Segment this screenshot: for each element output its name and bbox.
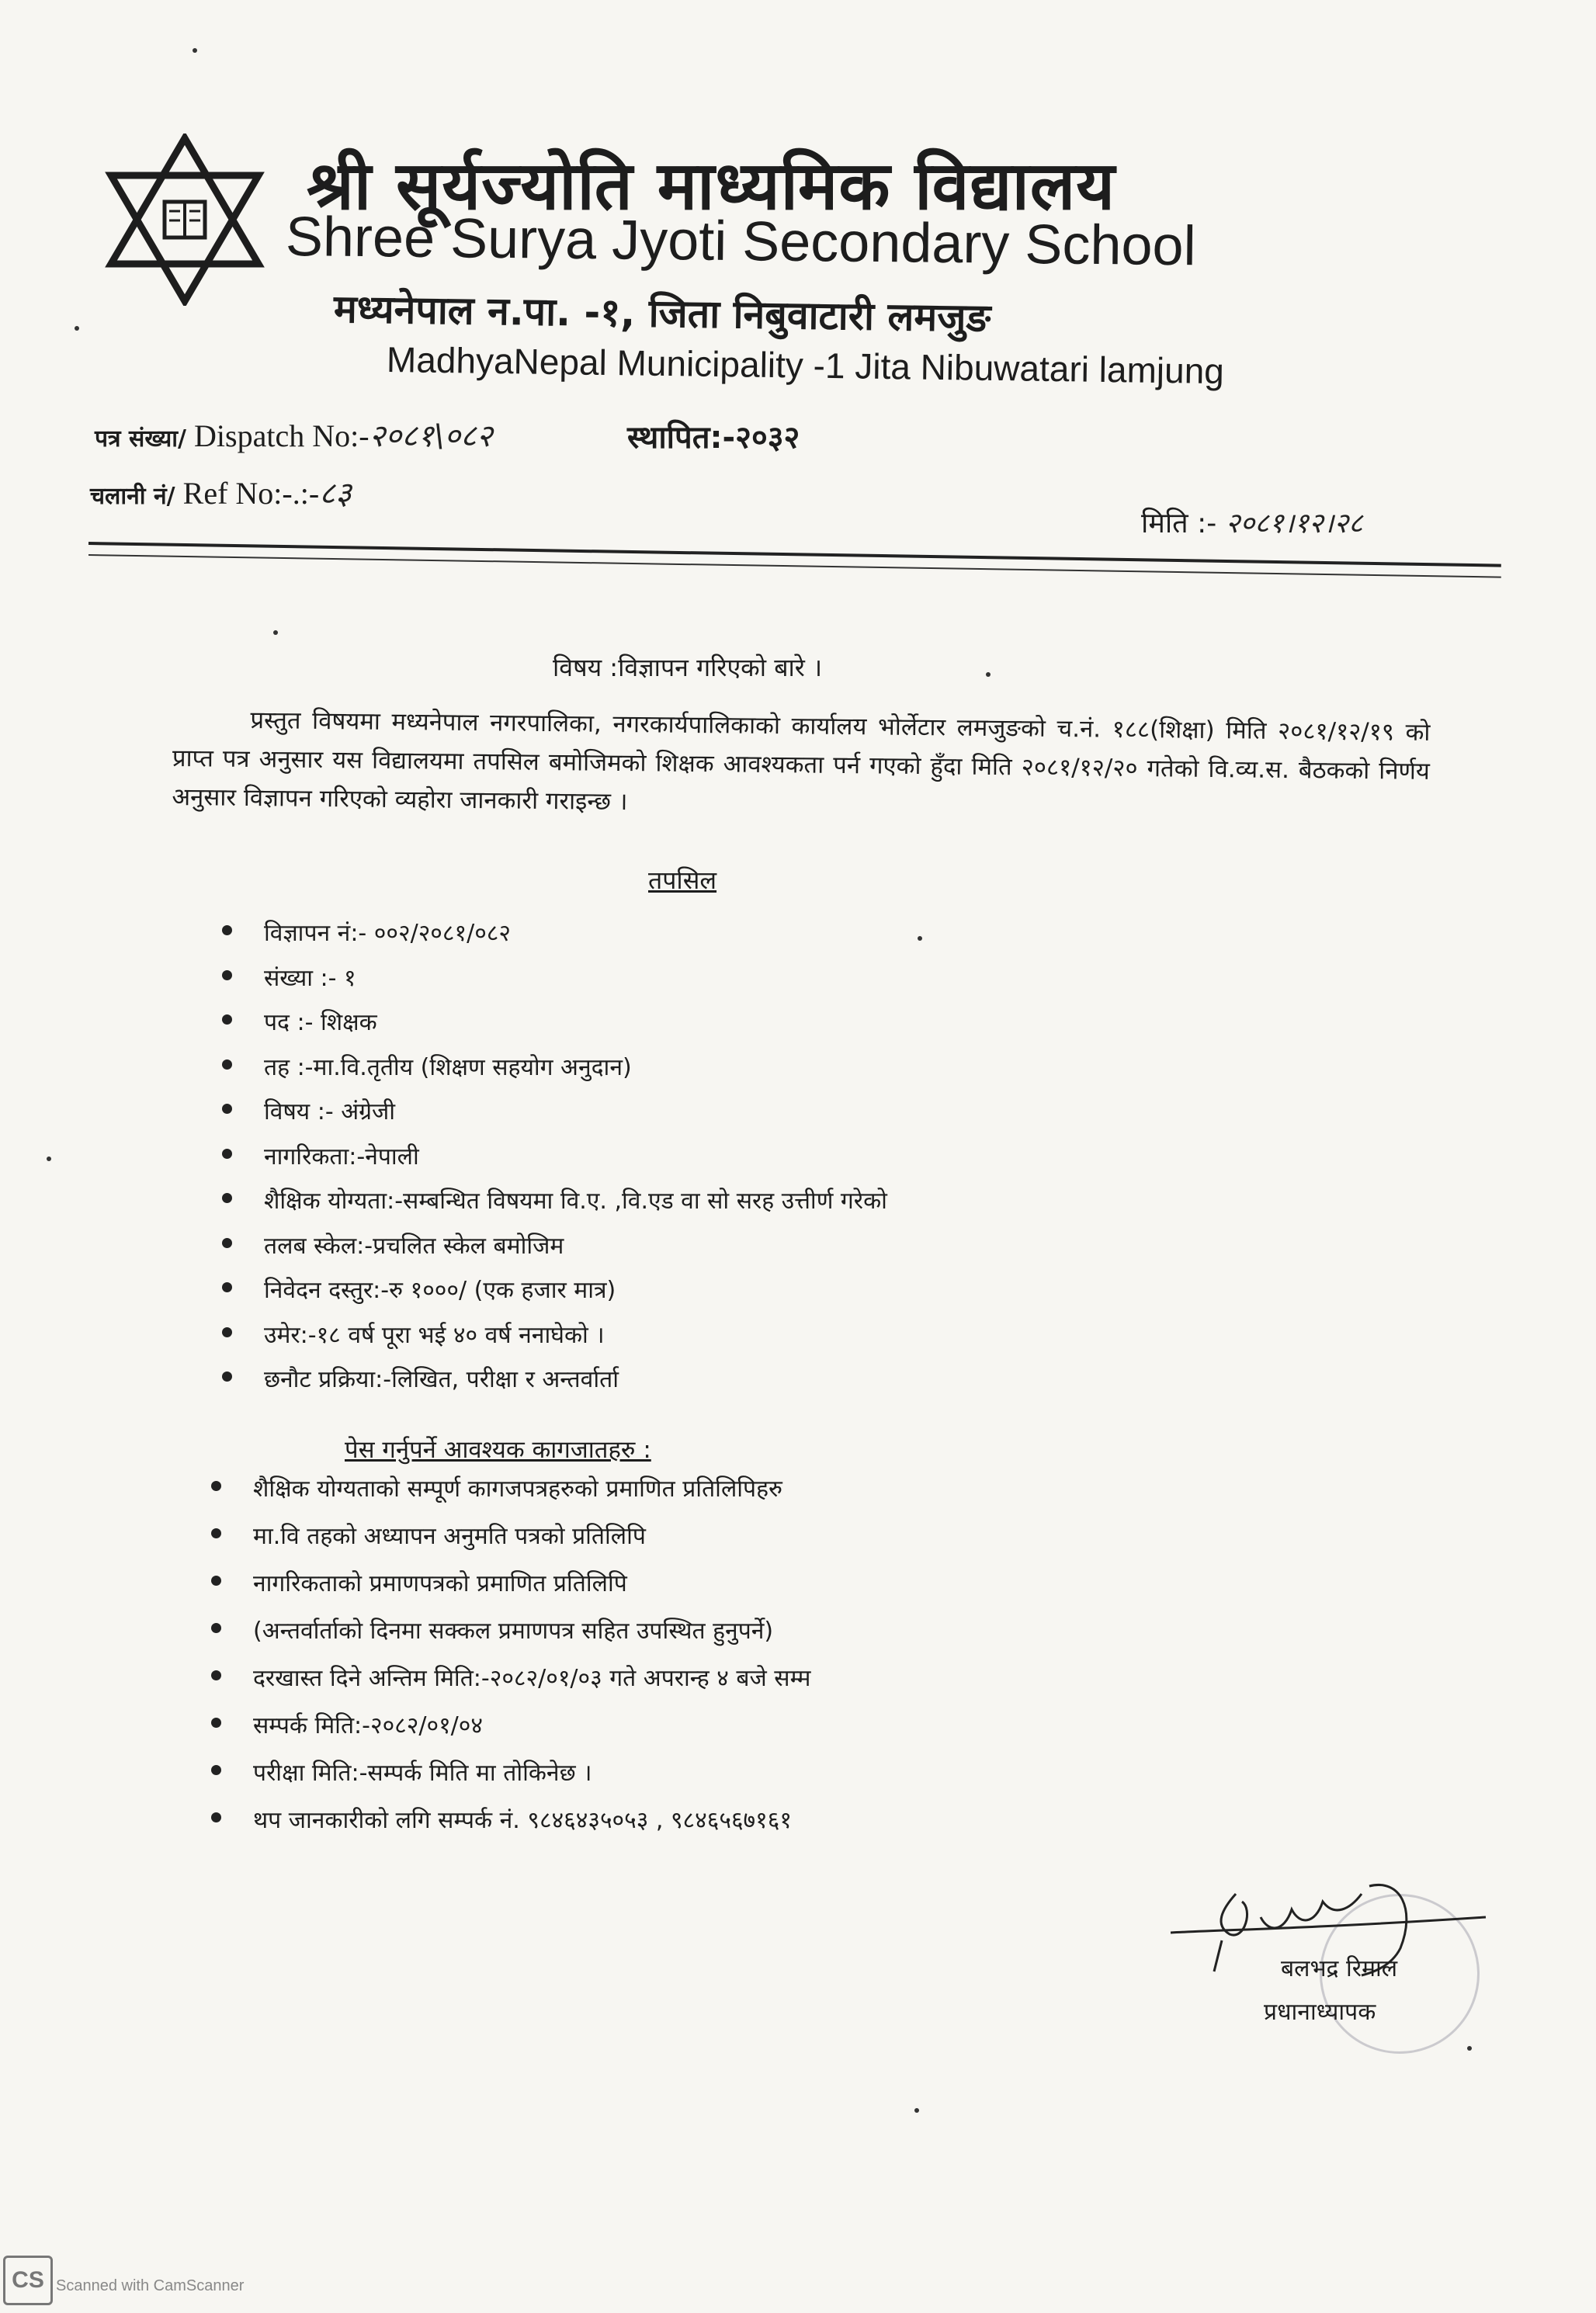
signatory-title: प्रधानाध्यापक <box>1264 1999 1376 2026</box>
date-value: २०८१।१२।२८ <box>1225 508 1363 539</box>
scan-speck <box>75 326 79 331</box>
list-item: उमेर:-१८ वर्ष पूरा भई ४० वर्ष ननाघेको । <box>219 1318 1306 1363</box>
list-item: विज्ञापन नं:- ००२/२०८१/०८२ <box>219 916 1306 961</box>
school-name-english: Shree Surya Jyoti Secondary School <box>285 206 1196 278</box>
list-item: विषय :- अंग्रेजी <box>219 1094 1306 1139</box>
list-item: संख्या :- १ <box>219 961 1306 1006</box>
school-name-nepali: श्री सूर्यज्योति माध्यमिक विद्यालय <box>307 147 1116 225</box>
scan-speck <box>986 672 991 677</box>
documents-heading: पेस गर्नुपर्ने आवश्यक कागजातहरु : <box>345 1436 651 1464</box>
list-item: थप जानकारीको लगि सम्पर्क नं. ९८४६४३५०५३ , ९८४६५६७१६१ <box>208 1803 1295 1850</box>
dispatch-label-nepali: पत्र संख्या/ <box>95 425 187 453</box>
scan-speck <box>47 1156 51 1161</box>
required-documents-list <box>208 1472 1295 1850</box>
established-year: स्थापित:-२०३२ <box>627 420 800 456</box>
scan-speck <box>1467 2046 1472 2051</box>
list-item: तह :-मा.वि.तृतीय (शिक्षण सहयोग अनुदान) <box>219 1050 1306 1095</box>
list-item: परीक्षा मिति:-सम्पर्क मिति मा तोकिनेछ । <box>208 1756 1295 1803</box>
dispatch-label-english: Dispatch No:- <box>194 418 370 453</box>
list-item: (अन्तर्वार्ताको दिनमा सक्कल प्रमाणपत्र सहित उपस्थित हुनुपर्ने) <box>208 1614 1295 1661</box>
date-label: मिति :- <box>1141 508 1217 539</box>
list-item: निवेदन दस्तुर:-रु १०००/ (एक हजार मात्र) <box>219 1273 1306 1318</box>
list-item: मा.वि तहको अध्यापन अनुमति पत्रको प्रतिलिपि <box>208 1519 1295 1566</box>
list-item: शैक्षिक योग्यताको सम्पूर्ण कागजपत्रहरुको प्रमाणित प्रतिलिपिहरु <box>208 1472 1295 1519</box>
camscanner-logo-icon: CS <box>3 2256 53 2305</box>
ref-label-nepali: चलानी नं/ <box>90 483 175 510</box>
list-item: पद :- शिक्षक <box>219 1005 1306 1050</box>
list-item: शैक्षिक योग्यता:-सम्बन्धित विषयमा वि.ए. ,वि.एड वा सो सरह उत्तीर्ण गरेको <box>219 1184 1306 1229</box>
scanner-watermark: Scanned with CamScanner <box>56 2277 245 2294</box>
address-english: MadhyaNepal Municipality -1 Jita Nibuwatari lamjung <box>386 339 1225 392</box>
ref-value: ८३ <box>319 476 352 511</box>
letter-date <box>1141 503 1363 541</box>
subject-line: विषय :विज्ञापन गरिएको बारे । <box>553 653 823 682</box>
scan-speck <box>914 2108 919 2113</box>
signatory-name: बलभद्र रिमाल <box>1281 1955 1398 1982</box>
header-divider <box>88 542 1501 567</box>
list-item: नागरिकताको प्रमाणपत्रको प्रमाणित प्रतिलिपि <box>208 1566 1295 1614</box>
vacancy-details-list <box>219 916 1306 1407</box>
reference-number <box>90 470 352 513</box>
scan-speck <box>918 936 922 941</box>
dispatch-number <box>95 413 493 456</box>
school-logo-icon <box>99 134 270 306</box>
header-divider-thin <box>88 554 1501 578</box>
list-item: सम्पर्क मिति:-२०८२/०१/०४ <box>208 1708 1295 1756</box>
address-nepali: मध्यनेपाल न.पा. -१, जिता निबुवाटारी लमजुङ <box>333 286 991 341</box>
list-item: नागरिकता:-नेपाली <box>219 1139 1306 1184</box>
list-item: छनौट प्रक्रिया:-लिखित, परीक्षा र अन्तर्वार्ता <box>219 1362 1306 1407</box>
ref-label-english: Ref No:-.:- <box>182 476 320 511</box>
scan-speck <box>273 630 278 635</box>
scan-speck <box>193 48 197 53</box>
dispatch-value: २०८१\०८२ <box>369 418 493 454</box>
list-item: तलब स्केल:-प्रचलित स्केल बमोजिम <box>219 1229 1306 1274</box>
details-heading: तपसिल <box>648 865 717 895</box>
list-item: दरखास्त दिने अन्तिम मिति:-२०८२/०१/०३ गते अपरान्ह ४ बजे सम्म <box>208 1661 1295 1708</box>
body-paragraph: प्रस्तुत विषयमा मध्यनेपाल नगरपालिका, नगरकार्यपालिकाको कार्यालय भोर्लेटार लमजुङको च.नं. १८८(शिक्षा) मिति २०८१/१२/१९ को प्राप्त पत्र अनुसार यस विद्यालयमा तपसिल बमोजिमको शिक्षक आवश्यकता पर्न गएको हुँदा मिति २०८१/१२/२० गतेको वि.व्य.स. बैठकको निर्णय अनुसार विज्ञापन गरिएको व्यहोरा जानकारी गराइन्छ । <box>172 706 1431 817</box>
